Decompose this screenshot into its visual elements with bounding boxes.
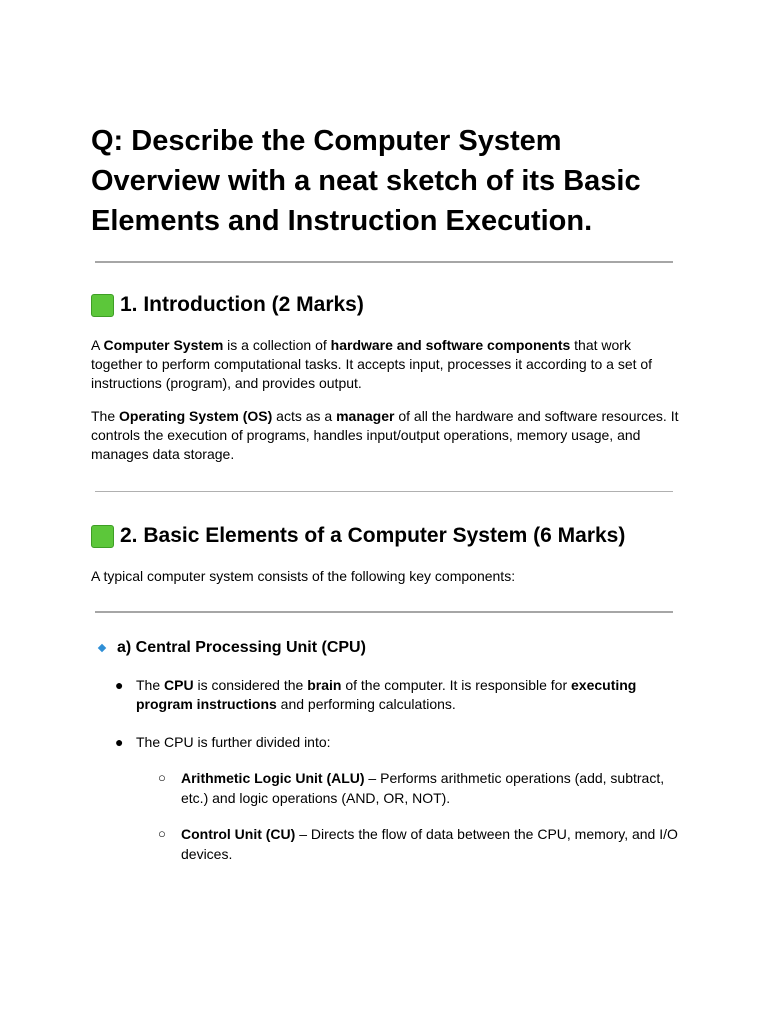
section-heading-basic-elements: [91, 523, 625, 549]
bullet-icon: ●: [115, 734, 124, 750]
section-heading-introduction: [91, 292, 364, 318]
list-item-text: The CPU is considered the brain of the computer. It is responsible for executing program instructions and performing calculations.: [136, 677, 637, 712]
bullet-icon: ●: [115, 677, 124, 693]
divider: [95, 491, 673, 492]
basic-elements-intro: A typical computer system consists of the following key components:: [91, 568, 516, 584]
list-item: [115, 733, 675, 752]
subsection-heading-cpu: [97, 638, 366, 658]
page-title: Q: Describe the Computer System Overview with a neat sketch of its Basic Elements and Instruction Execution.: [91, 125, 641, 237]
green-square-icon: [91, 294, 114, 317]
intro-paragraph-2: The Operating System (OS) acts as a manager of all the hardware and software resources. It controls the execution of programs, handles input/output operations, memory usage, and manages data storage.: [91, 408, 679, 462]
sub-list-item: [158, 824, 678, 864]
sub-list-item-text: Arithmetic Logic Unit (ALU) – Performs arithmetic operations (add, subtract, etc.) and logic operations (AND, OR, NOT).: [181, 770, 665, 806]
intro-paragraph-1: A Computer System is a collection of hardware and software components that work together to perform computational tasks. It accepts input, processes it according to a set of instructions (program), and provides output.: [91, 337, 653, 391]
green-square-icon: [91, 525, 114, 548]
subsection-heading-label: a) Central Processing Unit (CPU): [117, 639, 366, 656]
divider: [95, 261, 673, 263]
section-heading-label: 2. Basic Elements of a Computer System (6 Marks): [120, 524, 626, 547]
hollow-bullet-icon: ○: [158, 826, 166, 841]
divider: [95, 611, 673, 613]
list-item-text: The CPU is further divided into:: [136, 734, 331, 750]
list-item: [115, 676, 675, 714]
section-heading-label: 1. Introduction (2 Marks): [120, 293, 364, 316]
sub-list-item-text: Control Unit (CU) – Directs the flow of data between the CPU, memory, and I/O devices.: [181, 826, 678, 862]
blue-diamond-icon: [98, 644, 106, 652]
hollow-bullet-icon: ○: [158, 770, 166, 785]
sub-list-item: [158, 768, 678, 808]
